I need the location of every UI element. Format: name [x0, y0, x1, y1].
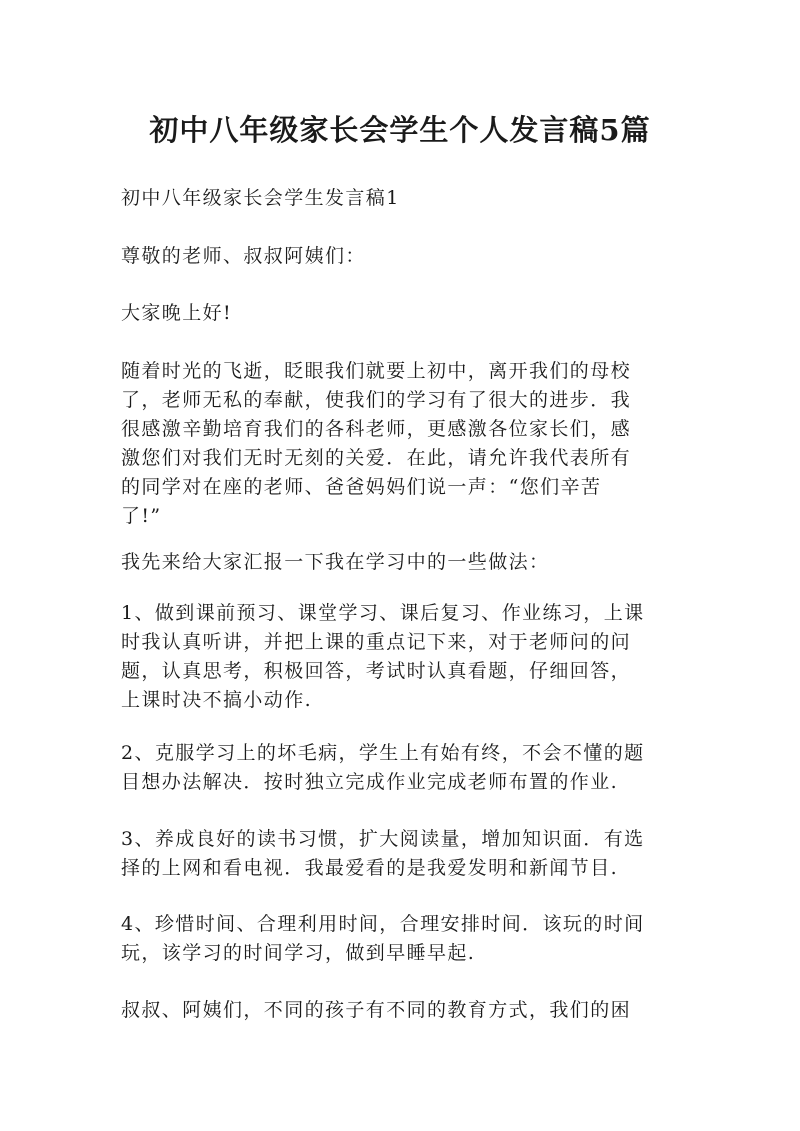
- text-line: 很感激辛勤培育我们的各科老师，更感激各位家长们，感: [121, 418, 632, 440]
- text-line: 题，认真思考，积极回答，考试时认真看题，仔细回答，: [121, 660, 632, 682]
- text-line: 4、珍惜时间、合理利用时间，合理安排时间．该玩的时间: [121, 913, 645, 935]
- paragraph-item-3: [121, 825, 683, 883]
- paragraph-report-lead: [121, 548, 683, 577]
- text-line: 上课时决不搞小动作.: [121, 689, 313, 711]
- paragraph-item-1: [121, 599, 683, 715]
- salutation-line: 大家晚上好!: [121, 302, 233, 324]
- text-line: 1、做到课前预习、课堂学习、课后复习、作业练习，上课: [121, 602, 645, 624]
- text-line: 择的上网和看电视．我最爱看的是我爱发明和新闻节目.: [121, 857, 619, 879]
- text-line: 玩，该学习的时间学习，做到早睡早起.: [121, 942, 476, 964]
- text-line: 的同学对在座的老师、爸爸妈妈们说一声：“您们辛苦: [121, 476, 602, 498]
- paragraph-closing: [121, 996, 683, 1025]
- greeting-line: 尊敬的老师、叔叔阿姨们：: [121, 245, 366, 267]
- paragraph-intro: [121, 357, 683, 531]
- text-line: 了，老师无私的奉献，使我们的学习有了很大的进步．我: [121, 389, 632, 411]
- text-line: 3、养成良好的读书习惯，扩大阅读量，增加知识面．有选: [121, 828, 645, 850]
- text-line: 随着时光的飞逝，眨眼我们就要上初中，离开我们的母校: [121, 360, 632, 382]
- section-heading: 初中八年级家长会学生发言稿1: [121, 187, 400, 209]
- paragraph-item-4: [121, 910, 683, 968]
- text-line: 我先来给大家汇报一下我在学习中的一些做法：: [121, 551, 550, 573]
- text-line: 2、克服学习上的坏毛病，学生上有始有终，不会不懂的题: [121, 742, 645, 764]
- text-line: 叔叔、阿姨们，不同的孩子有不同的教育方式，我们的困: [121, 999, 632, 1021]
- text-line: 了!”: [121, 505, 162, 527]
- text-line: 目想办法解决．按时独立完成作业完成老师布置的作业.: [121, 771, 619, 793]
- paragraph-item-2: [121, 739, 683, 797]
- text-line: 激您们对我们无时无刻的关爱．在此，请允许我代表所有: [121, 447, 632, 469]
- document-title: 初中八年级家长会学生个人发言稿5篇: [149, 113, 651, 147]
- text-line: 时我认真听讲，并把上课的重点记下来，对于老师问的问: [121, 631, 632, 653]
